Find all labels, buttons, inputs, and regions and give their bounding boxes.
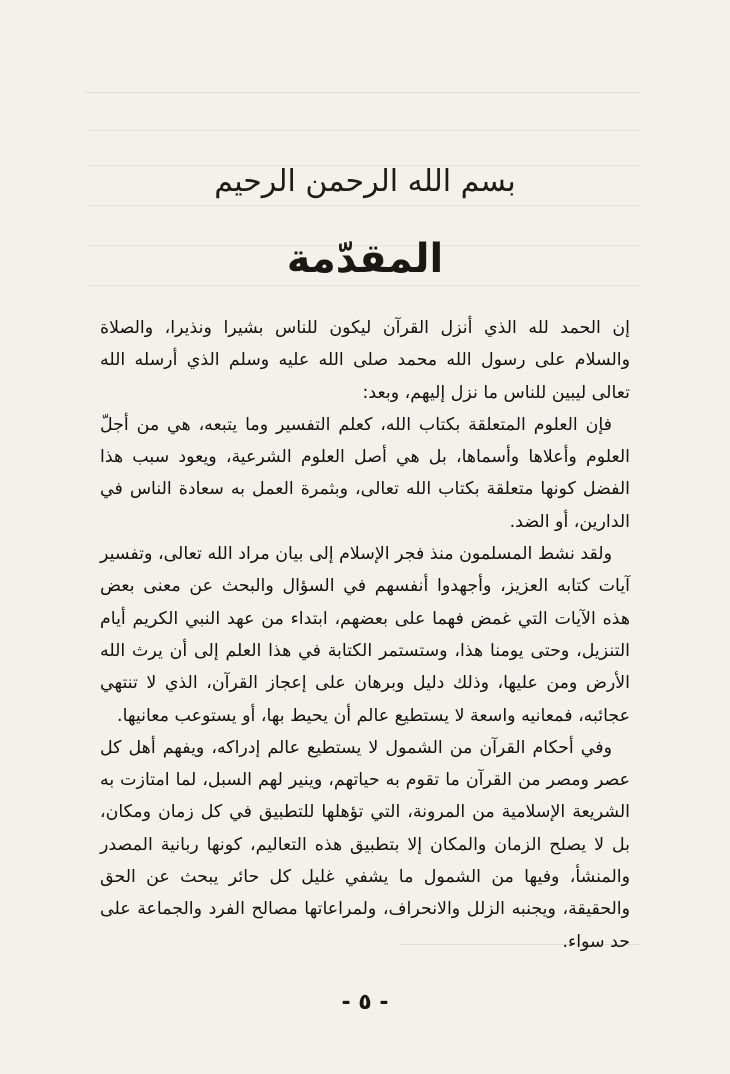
show-through-line xyxy=(85,205,640,214)
chapter-title: المقدّمة xyxy=(286,236,444,282)
body-text xyxy=(100,312,630,958)
paragraph: إن الحمد لله الذي أنزل القرآن ليكون للناس بشيرا ونذيرا، والصلاة والسلام على رسول الله محمد صلى الله عليه وسلم الذي أرسله الله تعالى ليبين للناس ما نزل إليهم، وبعد: xyxy=(100,318,630,403)
page-number: - ٥ - xyxy=(341,990,389,1015)
show-through-line xyxy=(85,285,640,294)
show-through-line xyxy=(85,130,640,139)
paragraph: وفي أحكام القرآن من الشمول لا يستطيع عالم إدراكه، ويفهم أهل كل عصر ومصر من القرآن ما تقوم به حياتهم، وينير لهم السبل، لما امتازت به الشريعة الإسلامية من المرونة، التي تؤهلها للتطبيق في كل زمان ومكان، بل لا يصلح الزمان والمكان إلا بتطبيق هذه التعاليم، كونها ربانية المصدر والمنشأ، وفيها من الشمول ما يشفي غليل كل حائر يبحث عن الحق والحقيقة، ويجنبه الزلل والانحراف، ولمراعاتها مصالح الفرد والجماعة على حد سواء. xyxy=(100,737,630,952)
basmala-heading: بسم الله الرحمن الرحيم xyxy=(214,164,516,199)
paragraph: ولقد نشط المسلمون منذ فجر الإسلام إلى بيان مراد الله تعالى، وتفسير آيات كتابه العزيز، وأجهدوا أنفسهم في السؤال والبحث عن معنى بعض هذه الآيات التي غمض فهما على بعضهم، ابتداء من عهد النبي الكريم أيام التنزيل، وحتى يومنا هذا، وستستمر الكتابة في هذا العلم إلى أن يرث الله الأرض ومن عليها، وذلك دليل وبرهان على إعجاز القرآن، الذي لا تنتهي عجائبه، فمعانيه واسعة لا يستطيع عالم أن يحيط بها، أو يستوعب معانيها. xyxy=(100,544,630,726)
paragraph: فإن العلوم المتعلقة بكتاب الله، كعلم التفسير وما يتبعه، هي من أجلّ العلوم وأعلاها وأسماها، بل هي أصل العلوم الشرعية، ويعود سبب هذا الفضل كونها متعلقة بكتاب الله تعالى، وبثمرة العمل به سعادة الناس في الدارين، أو الضد. xyxy=(100,414,630,532)
show-through-header-rule xyxy=(85,92,640,93)
